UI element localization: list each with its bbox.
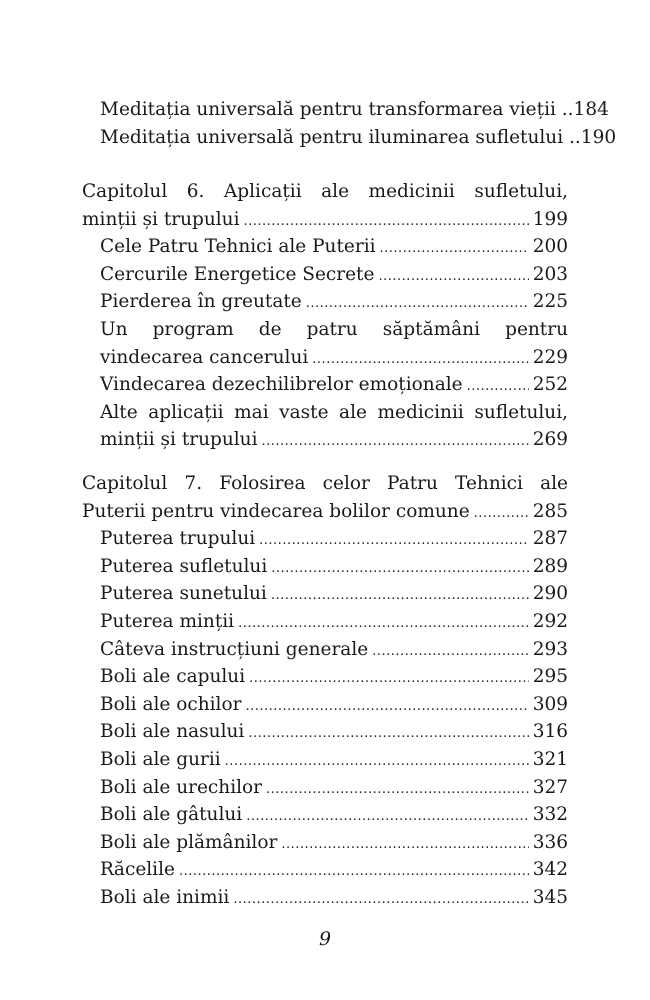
toc-entry (82, 829, 568, 857)
toc-entry (82, 371, 568, 399)
leader-dots (246, 803, 528, 831)
toc-entry (82, 426, 568, 454)
toc-entry (82, 233, 568, 261)
toc-entry-title: Vindecarea dezechilibrelor emoționale (100, 374, 463, 396)
leader-dots (179, 858, 529, 886)
toc-entry-title: Boli ale urechilor (100, 776, 263, 798)
leader-dots (312, 346, 528, 374)
toc-entry-title: Boli ale inimii (100, 886, 230, 908)
toc-entry-page: 229 (532, 346, 568, 368)
chapter-6-title-cont: minții și trupului (82, 208, 240, 230)
toc-entry (82, 525, 568, 553)
toc-block-meditations (82, 96, 617, 151)
toc-entry-title: Puterea trupului (100, 528, 256, 550)
toc-entry (82, 288, 568, 316)
toc-entry-title: Puterea sunetului (100, 583, 267, 605)
leader-dots (225, 748, 529, 776)
toc-chapter-7 (82, 470, 568, 912)
leader-dots (244, 208, 529, 236)
toc-entry-title-cont: vindecarea cancerului (100, 346, 309, 368)
leader-dots (238, 610, 529, 638)
toc-entry-title: Pierderea în greutate (100, 291, 302, 313)
toc-entry-title: Boli ale nasului (100, 721, 245, 743)
toc-entry (82, 344, 568, 372)
toc-entry-page: 321 (532, 748, 568, 770)
leader-dots (378, 263, 528, 291)
toc-entry-title: Boli ale gâtului (100, 804, 243, 826)
leader-dots (306, 290, 529, 318)
chapter-6-page: 199 (532, 208, 568, 230)
toc-entry (82, 718, 568, 746)
toc-entry (82, 261, 568, 289)
toc-entry-title: Puterea minții (100, 610, 235, 632)
toc-entry-line (82, 399, 568, 427)
toc-entry (82, 774, 568, 802)
page-number: 9 (318, 928, 332, 950)
toc-entry-page: 225 (532, 291, 568, 313)
toc-entry-title: Boli ale plămânilor (100, 831, 278, 853)
toc-entry (82, 636, 568, 664)
toc-entry-title: Boli ale capului (100, 666, 246, 688)
toc-entry (82, 608, 568, 636)
toc-entry-page: 332 (532, 804, 568, 826)
toc-entry-page: 200 (532, 236, 568, 258)
toc-entry (82, 553, 568, 581)
chapter-7-title: Capitolul 7. Folosirea celor Patru Tehnici ale (82, 473, 568, 494)
toc-entry-title: Cercurile Energetice Secrete (100, 263, 375, 285)
toc-entry-page: 289 (532, 555, 568, 577)
toc-entry-title: Boli ale gurii (100, 748, 221, 770)
leader-dots (266, 776, 529, 804)
toc-entry (82, 580, 568, 608)
chapter-6-title: Capitolul 6. Aplicații ale medicinii sufletului, (82, 181, 568, 202)
leader-dots (467, 373, 529, 401)
toc-entry-page: 203 (532, 263, 568, 285)
toc-entry-page: 252 (532, 374, 568, 396)
toc-entry (82, 206, 568, 234)
leader-dots (474, 500, 529, 528)
toc-entry-page: 269 (532, 429, 568, 451)
leader-dots (372, 638, 529, 666)
toc-entry-title: Un program de patru săptămâni pentru (100, 318, 568, 340)
toc-entry (82, 691, 568, 719)
toc-entry-title: Puterea sufletului (100, 555, 268, 577)
toc-entry-page: 342 (532, 859, 568, 881)
leader-dots (281, 831, 528, 859)
toc-entry-title: Alte aplicații mai vaste ale medicinii sufletului, (100, 401, 568, 423)
leader-dots (271, 582, 529, 610)
toc-entry-page: 295 (532, 666, 568, 688)
toc-entry-page: 345 (532, 886, 568, 908)
toc-entry-page: 287 (532, 528, 568, 550)
toc-entry-page: 184 (573, 99, 609, 120)
toc-entry (82, 801, 568, 829)
leader-dots (249, 665, 529, 693)
toc-entry (82, 856, 568, 884)
chapter-title-line (82, 178, 568, 206)
toc-entry (82, 96, 609, 124)
toc-chapter-6 (82, 178, 568, 454)
leader-dots (271, 555, 528, 583)
toc-entry-page: 336 (532, 831, 568, 853)
toc-entry-title: Meditația universală pentru iluminarea sufletului .. (100, 126, 581, 148)
toc-entry-title: Boli ale ochilor (100, 693, 242, 715)
toc-entry (82, 663, 568, 691)
chapter-7-title-cont: Puterii pentru vindecarea bolilor comune (82, 500, 470, 522)
toc-entry-title: Cele Patru Tehnici ale Puterii (100, 236, 376, 258)
leader-dots (248, 720, 528, 748)
toc-entry (82, 498, 568, 526)
toc-entry (82, 884, 568, 912)
toc-entry-page: 309 (532, 693, 568, 715)
leader-dots (262, 428, 529, 456)
leader-dots (259, 527, 529, 555)
toc-entry-page: 190 (580, 126, 617, 148)
toc-entry-page: 327 (532, 776, 568, 798)
toc-entry-page: 293 (532, 638, 568, 660)
toc-entry (82, 124, 617, 152)
toc-entry-title: Meditația universală pentru transformarea vieții .. (100, 99, 574, 120)
leader-dots (233, 886, 528, 914)
toc-entry-title-cont: minții și trupului (100, 429, 258, 451)
chapter-title-line (82, 470, 568, 498)
leader-dots (380, 235, 529, 263)
chapter-7-page: 285 (532, 500, 568, 522)
toc-entry-page: 292 (532, 610, 568, 632)
toc-entry-title: Răcelile (100, 859, 175, 881)
toc-entry (82, 746, 568, 774)
toc-entry-page: 290 (532, 583, 568, 605)
toc-entry-line (82, 316, 568, 344)
toc-entry-title: Câteva instrucțiuni generale (100, 638, 369, 660)
toc-entry-page: 316 (532, 721, 568, 743)
leader-dots (245, 693, 528, 721)
